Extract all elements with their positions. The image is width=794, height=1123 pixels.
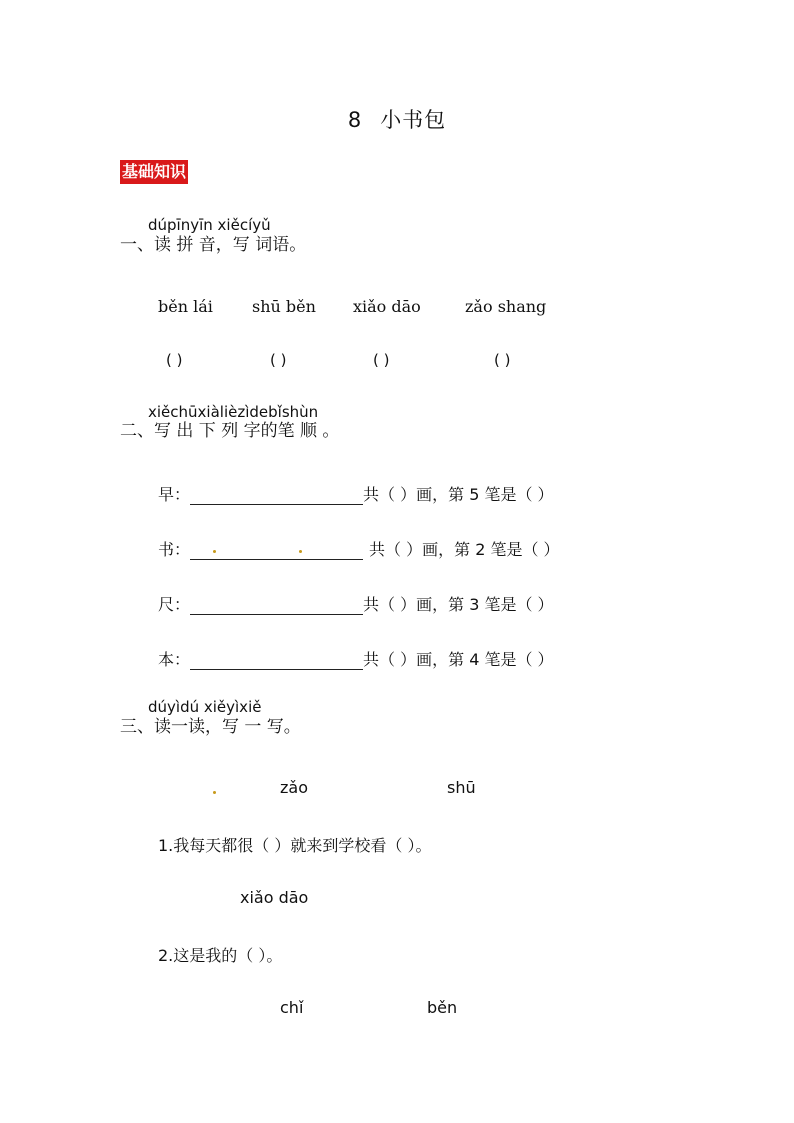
stroke-tail: 共（ ）画，第 4 笔是（ ） <box>363 650 554 669</box>
word-pinyin-2: shū běn <box>252 297 316 316</box>
stroke-answer-line[interactable] <box>190 653 363 670</box>
stroke-char: 本： <box>158 650 191 669</box>
sentence3-pinyin-b: běn <box>427 998 458 1017</box>
stroke-answer-line[interactable] <box>190 488 363 505</box>
stroke-char: 书： <box>158 540 191 559</box>
section-badge: 基础知识 <box>120 160 188 184</box>
page-title <box>0 104 794 134</box>
stroke-tail: 共（ ）画，第 3 笔是（ ） <box>363 595 554 614</box>
sentence1-pinyin-b: shū <box>447 778 476 797</box>
decorative-dot <box>299 550 302 553</box>
stroke-char: 早： <box>158 485 191 504</box>
stroke-char: 尺： <box>158 595 191 614</box>
section1-pinyin: dúpīnyīn xiěcíyǔ <box>148 216 271 234</box>
answer-paren-3[interactable]: ( ) <box>373 351 390 369</box>
answer-paren-1[interactable]: ( ) <box>166 351 183 369</box>
sentence2-pinyin: xiǎo dāo <box>240 888 309 907</box>
answer-paren-2[interactable]: ( ) <box>270 351 287 369</box>
section2-pinyin: xiěchūxiàlièzìdebǐshùn <box>148 403 319 421</box>
stroke-answer-line[interactable] <box>190 598 363 615</box>
stroke-tail: 共（ ）画，第 2 笔是（ ） <box>369 540 560 559</box>
sentence1-pinyin-a: zǎo <box>280 778 308 797</box>
decorative-dot <box>213 550 216 553</box>
decorative-dot <box>213 791 216 794</box>
sentence-1: 1.我每天都很（ ）就来到学校看（ ）。 <box>158 836 432 855</box>
section2-heading: 二、写 出 下 列 字的笔 顺 。 <box>120 421 340 441</box>
section1-heading: 一、读 拼 音，写 词语。 <box>120 235 307 255</box>
stroke-row-2 <box>158 537 560 560</box>
word-pinyin-1: běn lái <box>158 297 213 316</box>
stroke-row-4 <box>158 647 554 670</box>
lesson-title: 小书包 <box>380 108 447 132</box>
word-pinyin-3: xiǎo dāo <box>353 297 421 316</box>
stroke-tail: 共（ ）画，第 5 笔是（ ） <box>363 485 554 504</box>
stroke-row-1 <box>158 482 554 505</box>
section3-pinyin: dúyìdú xiěyìxiě <box>148 698 262 716</box>
sentence3-pinyin-a: chǐ <box>280 998 304 1017</box>
lesson-number: 8 <box>347 108 363 132</box>
stroke-row-3 <box>158 592 554 615</box>
sentence-2: 2.这是我的（ ）。 <box>158 946 283 965</box>
answer-paren-4[interactable]: ( ) <box>494 351 511 369</box>
word-pinyin-4: zǎo shang <box>465 297 547 316</box>
section3-heading: 三、读一读，写 一 写。 <box>120 717 301 737</box>
